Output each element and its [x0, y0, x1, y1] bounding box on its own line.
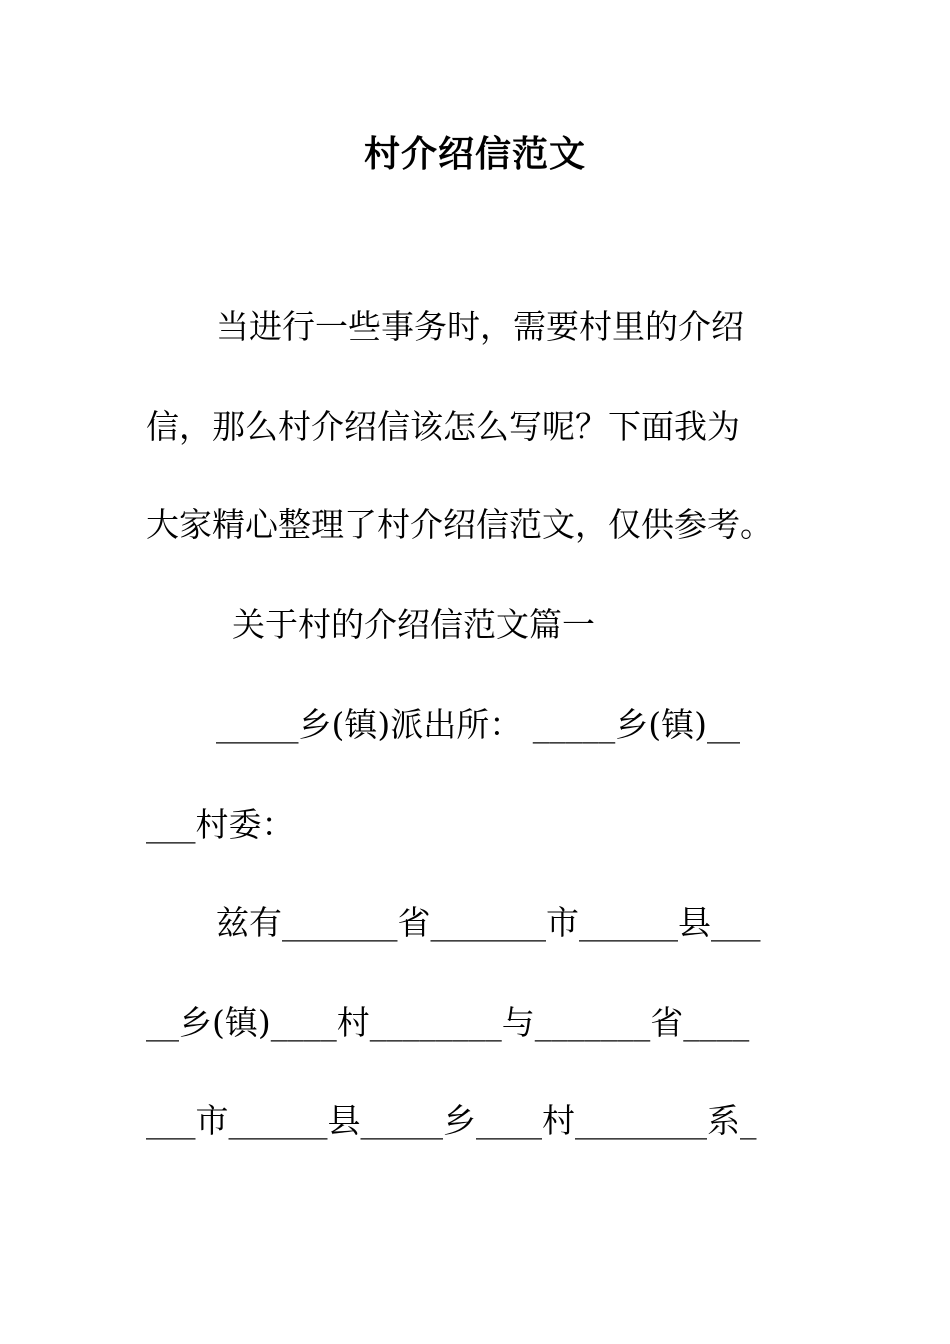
body-line-2: __乡(镇)____村________与_______省____ [146, 1003, 750, 1042]
body-line-3: ___市______县_____乡____村________系_ [146, 1101, 757, 1140]
intro-line-3: 大家精心整理了村介绍信范文，仅供参考。 [146, 505, 773, 544]
intro-line-1: 当进行一些事务时，需要村里的介绍 [216, 307, 744, 346]
addressee-line-1: _____乡(镇)派出所： _____乡(镇)__ [216, 705, 740, 744]
body-line-1: 兹有_______省_______市______县___ [216, 903, 761, 942]
intro-line-2: 信，那么村介绍信该怎么写呢？下面我为 [146, 407, 740, 446]
addressee-line-2: ___村委： [146, 805, 295, 844]
document-title: 村介绍信范文 [363, 133, 586, 175]
section-heading: 关于村的介绍信范文篇一 [232, 605, 595, 644]
